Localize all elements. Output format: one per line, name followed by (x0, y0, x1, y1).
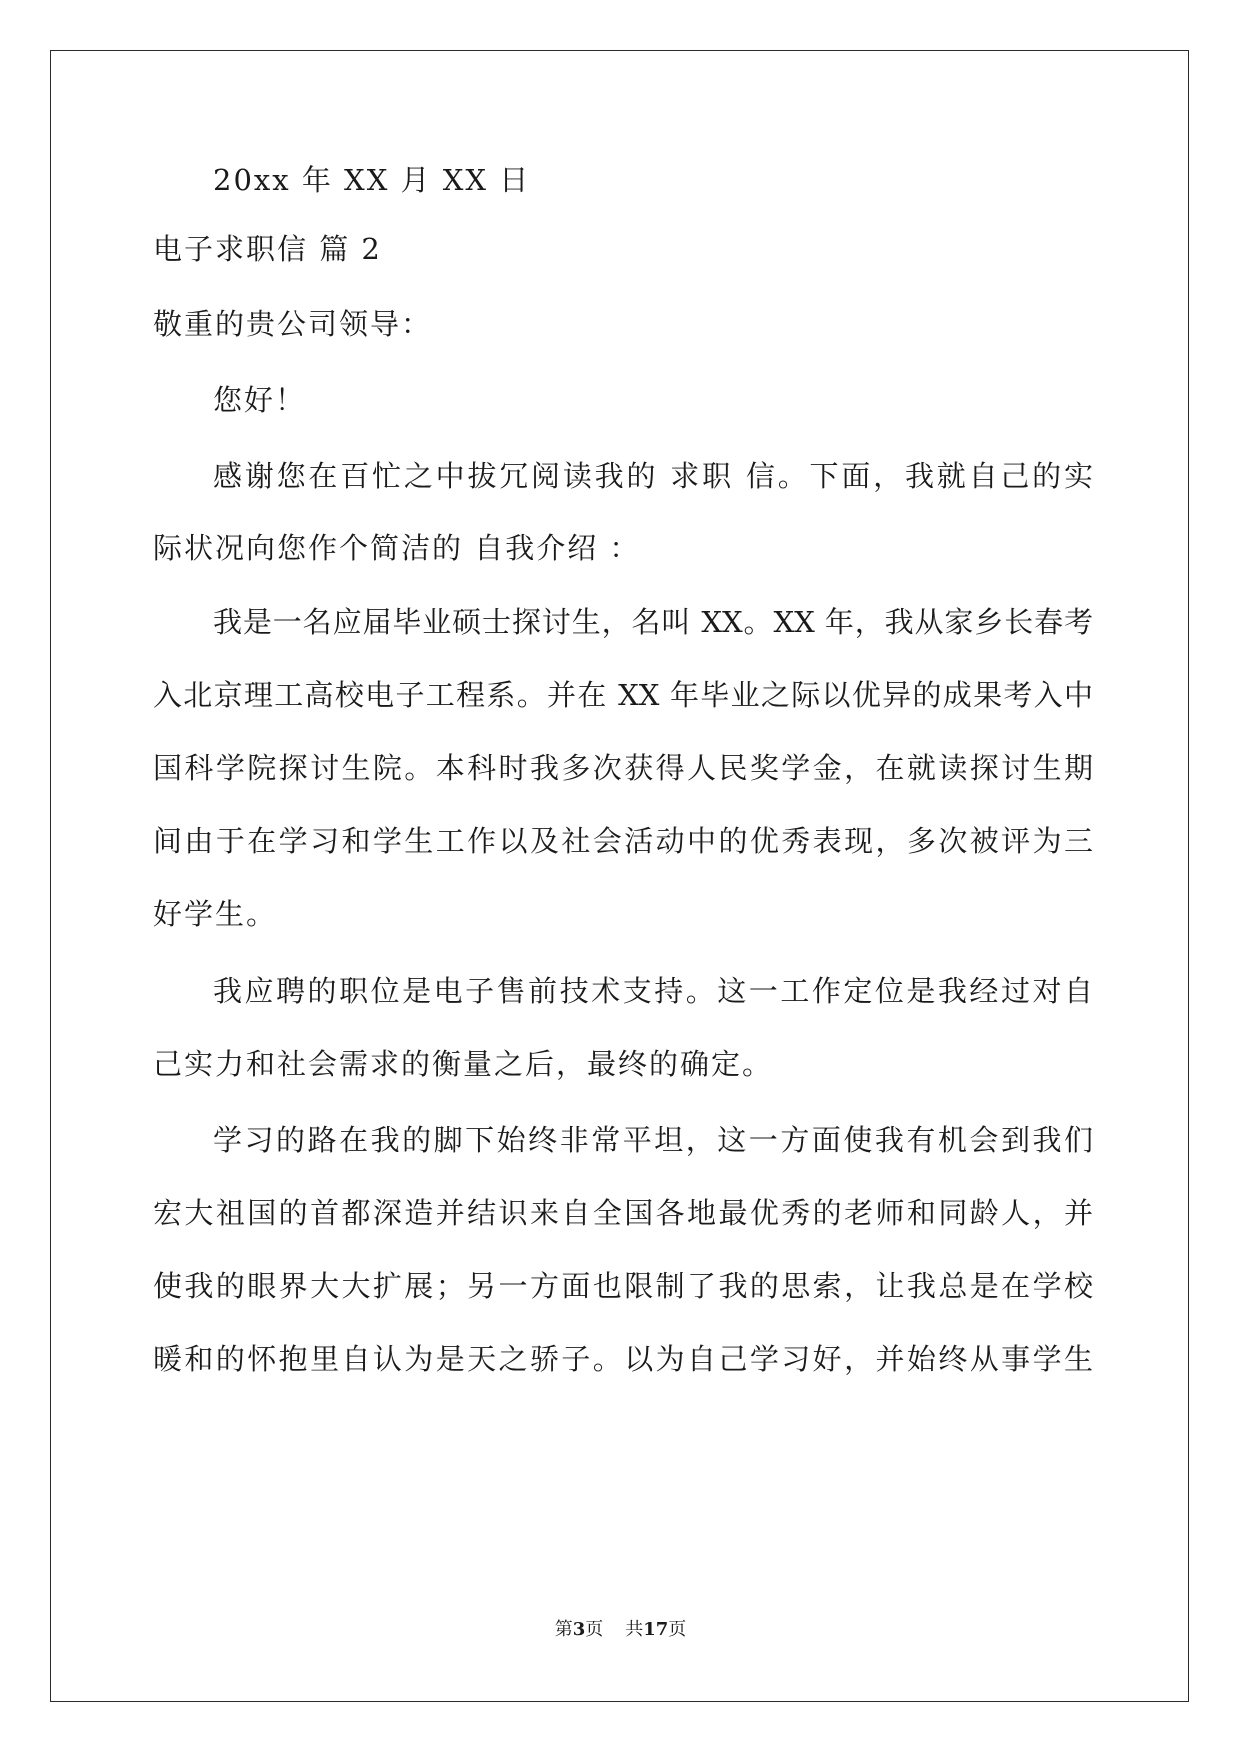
date-line: 20xx 年 XX 月 XX 日 (213, 163, 531, 197)
page-prefix: 第 (554, 1619, 573, 1640)
page-total: 17 (643, 1619, 669, 1640)
paragraph-4-line-4: 暖和的怀抱里自认为是天之骄子。以为自己学习好，并始终从事学生 (153, 1342, 1093, 1376)
paragraph-2-line-5: 好学生。 (153, 897, 278, 931)
section-title: 电子求职信 篇 2 (153, 232, 382, 266)
salutation: 敬重的贵公司领导： (153, 307, 433, 341)
paragraph-3-line-1: 我应聘的职位是电子售前技术支持。这一工作定位是我经过对自 (213, 974, 1093, 1008)
paragraph-1-line-1: 感谢您在百忙之中拔冗阅读我的 求职 信。下面，我就自己的实 (213, 459, 1093, 493)
page-current: 3 (572, 1619, 586, 1640)
total-prefix: 共 (625, 1619, 644, 1640)
page-border (50, 50, 1189, 1702)
page-footer (0, 1615, 1241, 1641)
paragraph-3-line-2: 己实力和社会需求的衡量之后，最终的确定。 (153, 1047, 774, 1081)
page-suffix: 页 (585, 1619, 604, 1640)
paragraph-1-line-2: 际状况向您作个简洁的 自我介绍 ： (153, 531, 641, 565)
total-suffix: 页 (668, 1619, 687, 1640)
paragraph-4-line-1: 学习的路在我的脚下始终非常平坦，这一方面使我有机会到我们 (213, 1123, 1093, 1157)
paragraph-2-line-4: 间由于在学习和学生工作以及社会活动中的优秀表现，多次被评为三 (153, 824, 1093, 858)
paragraph-4-line-2: 宏大祖国的首都深造并结识来自全国各地最优秀的老师和同龄人，并 (153, 1196, 1093, 1230)
paragraph-2-line-1: 我是一名应届毕业硕士探讨生，名叫 XX。XX 年，我从家乡长春考 (213, 605, 1093, 639)
paragraph-2-line-3: 国科学院探讨生院。本科时我多次获得人民奖学金，在就读探讨生期 (153, 751, 1093, 785)
greeting: 您好！ (213, 383, 307, 417)
paragraph-2-line-2: 入北京理工高校电子工程系。并在 XX 年毕业之际以优异的成果考入中 (153, 678, 1093, 712)
paragraph-4-line-3: 使我的眼界大大扩展；另一方面也限制了我的思索，让我总是在学校 (153, 1269, 1093, 1303)
